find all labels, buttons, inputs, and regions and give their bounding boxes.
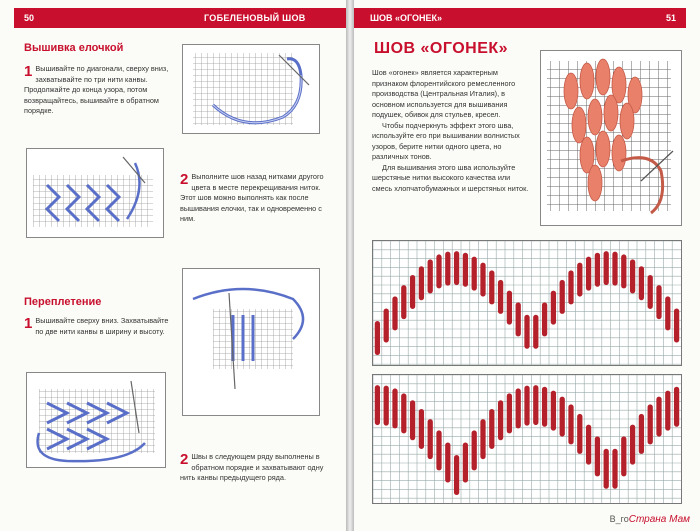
stitch-mark xyxy=(674,309,679,343)
watermark-prefix: В_го xyxy=(609,514,629,524)
stitch-mark xyxy=(489,409,494,449)
stitch-mark xyxy=(516,302,521,336)
stitch-mark xyxy=(586,425,591,465)
stitch-mark xyxy=(595,253,600,287)
stitch-mark xyxy=(560,280,565,314)
stitch-mark xyxy=(498,280,503,314)
section-title-bargello: ШОВ «ОГОНЕК» xyxy=(374,40,509,57)
stitch-mark xyxy=(392,388,397,428)
stitch-mark xyxy=(595,436,600,476)
stitch-mark xyxy=(621,436,626,476)
stitch-mark xyxy=(524,315,529,349)
stitch-mark xyxy=(463,253,468,287)
stitch-mark xyxy=(577,414,582,454)
stitch-mark xyxy=(656,397,661,437)
stitch-mark xyxy=(604,251,609,285)
stitch-mark xyxy=(648,275,653,309)
stitch-mark xyxy=(419,266,424,300)
stitch-mark xyxy=(472,257,477,291)
stitch-mark xyxy=(533,315,538,349)
stitch-mark xyxy=(612,449,617,489)
stitch-mark xyxy=(410,275,415,309)
stitch-mark xyxy=(375,385,380,425)
step-text: Вышивайте сверху вниз. Захватывайте по две нити канвы в ширину и высоту. xyxy=(35,316,169,336)
site-watermark xyxy=(610,514,690,525)
stitch-mark xyxy=(375,321,380,355)
stitch-mark xyxy=(656,285,661,319)
stitch-mark xyxy=(507,393,512,433)
step-text: Выполните шов назад нитками другого цвета в месте перекрещивания ниток. Этот шов можно выполнять как после вышивания елочки, так и одновременно с ним. xyxy=(180,172,324,223)
stitch-mark xyxy=(392,296,397,330)
stitch-mark xyxy=(560,397,565,437)
stitch-mark xyxy=(586,257,591,291)
bargello-description xyxy=(372,68,530,194)
left-running-title: ГОБЕЛЕНОВЫЙ ШОВ xyxy=(204,13,306,23)
stitch-mark xyxy=(436,254,441,288)
right-page-header xyxy=(354,8,686,28)
stitch-mark xyxy=(674,387,679,427)
stitch-mark xyxy=(445,443,450,483)
stitch-mark xyxy=(639,414,644,454)
stitch-mark xyxy=(401,285,406,319)
stitch-mark xyxy=(551,391,556,431)
step-number: 2 xyxy=(180,451,189,468)
bargello-diagram-2 xyxy=(372,374,682,504)
step-number: 2 xyxy=(180,171,189,188)
stitch-mark xyxy=(489,270,494,304)
watermark-text: Страна Мам xyxy=(628,514,690,525)
left-page-header xyxy=(14,8,346,28)
stitch-mark xyxy=(419,409,424,449)
stitch-mark xyxy=(507,291,512,325)
stitch-mark xyxy=(665,391,670,431)
stitch-mark xyxy=(639,266,644,300)
interlacing-illustration-2 xyxy=(26,372,166,468)
herringbone-illustration-2 xyxy=(26,148,164,238)
step-number: 1 xyxy=(24,315,33,332)
stitch-mark xyxy=(665,296,670,330)
right-page xyxy=(354,0,700,531)
stitch-mark xyxy=(428,419,433,459)
right-page-number: 51 xyxy=(665,13,676,23)
stitch-mark xyxy=(533,385,538,425)
step-1-interlacing xyxy=(24,316,172,337)
bargello-illustration xyxy=(540,50,682,226)
step-text: Швы в следующем ряду выполнены в обратном порядке и захватывают одну нить канвы предыдущего ряда. xyxy=(180,452,324,482)
stitch-mark xyxy=(454,455,459,495)
step-1-herringbone xyxy=(24,64,172,117)
right-running-title: ШОВ «ОГОНЕК» xyxy=(370,13,443,23)
herringbone-illustration-1 xyxy=(182,44,320,134)
left-page xyxy=(0,0,346,531)
stitch-mark xyxy=(612,252,617,286)
stitch-mark xyxy=(454,251,459,285)
step-2-herringbone xyxy=(180,172,328,225)
paragraph-2: Чтобы подчеркнуть эффект этого шва, используйте его при вышивании волнистых узоров, берите нитки одного цвета, но различных тонов. xyxy=(372,120,520,161)
stitch-mark xyxy=(524,386,529,426)
stitch-mark xyxy=(480,263,485,297)
stitch-mark xyxy=(604,449,609,489)
stitch-mark xyxy=(384,309,389,343)
stitch-mark xyxy=(568,404,573,444)
step-2-interlacing xyxy=(180,452,328,484)
stitch-mark xyxy=(516,388,521,428)
stitch-mark xyxy=(498,400,503,440)
section-title-interlacing: Переплетение xyxy=(24,296,102,308)
stitch-mark xyxy=(436,430,441,470)
stitch-mark xyxy=(410,400,415,440)
stitch-mark xyxy=(480,419,485,459)
section-title-herringbone: Вышивка елочкой xyxy=(24,42,124,54)
bargello-diagram-1 xyxy=(372,240,682,366)
stitch-mark xyxy=(401,393,406,433)
book-gutter xyxy=(346,0,354,531)
stitch-mark xyxy=(577,263,582,297)
stitch-mark xyxy=(568,270,573,304)
stitch-mark xyxy=(472,430,477,470)
stitch-mark xyxy=(384,386,389,426)
interlacing-illustration-1 xyxy=(182,268,320,416)
stitch-mark xyxy=(648,404,653,444)
stitch-mark xyxy=(551,291,556,325)
stitch-mark xyxy=(542,387,547,427)
paragraph-1: Шов «огонек» является характерным признаком флорентийского ремесленного производства (Центральная Италия), в основном используется для вышивания подушек, обивок для стульев, кресел. xyxy=(372,68,516,119)
step-number: 1 xyxy=(24,63,33,80)
paragraph-3: Для вышивания этого шва используйте шерстяные нитки высокого качества или смесь хлопчатобумажных и шерстяных ниток. xyxy=(372,162,529,193)
stitch-mark xyxy=(630,259,635,293)
left-page-number: 50 xyxy=(24,13,35,23)
stitch-mark xyxy=(542,302,547,336)
stitch-mark xyxy=(428,259,433,293)
stitch-mark xyxy=(463,443,468,483)
stitch-mark xyxy=(445,252,450,286)
step-text: Вышивайте по диагонали, сверху вниз, захватывайте по три нити канвы. Продолжайте до конца узора, потом возвращайтесь, вышивайте в обратном порядке. xyxy=(24,64,169,115)
stitch-mark xyxy=(630,425,635,465)
stitch-mark xyxy=(621,254,626,288)
